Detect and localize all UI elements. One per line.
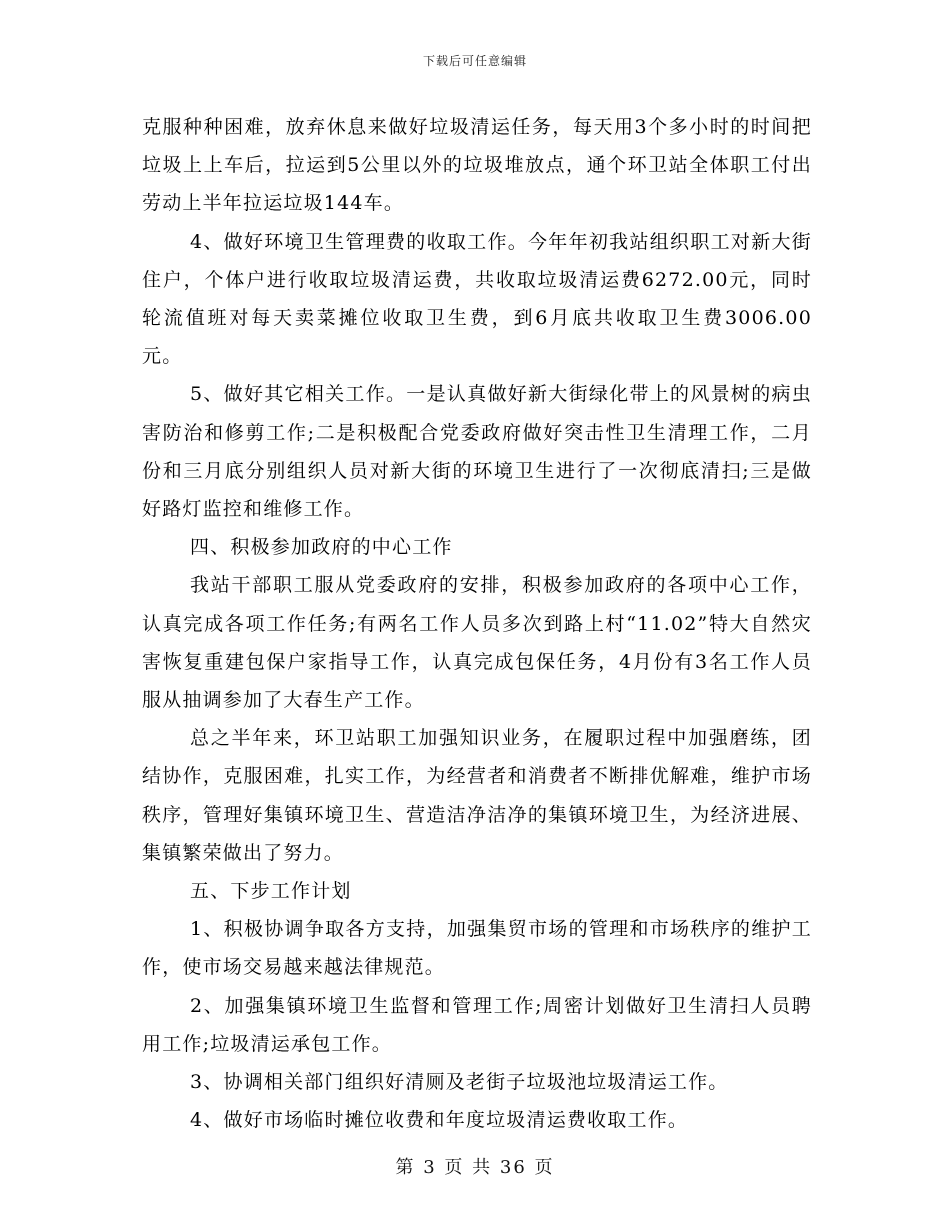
footer-suffix: 页 (534, 1157, 555, 1178)
footer-prefix: 第 (395, 1157, 416, 1178)
footer-page-number: 3 (423, 1157, 437, 1178)
paragraph-6: 总之半年来，环卫站职工加强知识业务，在履职过程中加强磨练，团结协作，克服困难，扎实工作，为经营者和消费者不断排优解难，维护市场秩序，管理好集镇环境卫生、营造洁净洁净的集镇环境卫生，为经济进展、集镇繁荣做出了努力。 (142, 727, 812, 864)
plan-item-1: 1、积极协调争取各方支持，加强集贸市场的管理和市场秩序的维护工作，使市场交易越来越法律规范。 (142, 918, 812, 979)
plan-item-4: 4、做好市场临时摊位收费和年度垃圾清运费收取工作。 (190, 1109, 689, 1132)
paragraph-1: 克服种种困难，放弃休息来做好垃圾清运任务，每天用3个多小时的时间把垃圾上上车后，拉运到5公里以外的垃圾堆放点，通个环卫站全体职工付出劳动上半年拉运垃圾144车。 (142, 116, 812, 215)
section-heading-4: 四、积极参加政府的中心工作 (190, 536, 453, 559)
footer-middle: 页 共 (444, 1157, 493, 1178)
plan-item-3: 3、协调相关部门组织好清厕及老街子垃圾池垃圾清运工作。 (190, 1071, 729, 1094)
paragraph-2: 4、做好环境卫生管理费的收取工作。今年年初我站组织职工对新大街住户，个体户进行收取垃圾清运费，共收取垃圾清运费6272.00元，同时轮流值班对每天卖菜摊位收取卫生费，到6月底共收取卫生费3006.00 元。 (142, 230, 812, 368)
header-note: 下载后可任意编辑 (422, 54, 527, 68)
plan-item-2: 2、加强集镇环境卫生监督和管理工作;周密计划做好卫生清扫人员聘用工作;垃圾清运承包工作。 (142, 994, 812, 1055)
document-body (142, 108, 812, 1139)
paragraph-5: 我站干部职工服从党委政府的安排，积极参加政府的各项中心工作，认真完成各项工作任务;有两名工作人员多次到路上村“11.02”特大自然灾害恢复重建包保户家指导工作，认真完成包保任务，4月份有3名工作人员服从抽调参加了大春生产工作。 (142, 574, 812, 712)
section-heading-5: 五、下步工作计划 (190, 880, 352, 903)
footer-total-pages: 36 (499, 1157, 527, 1178)
page-footer (0, 1153, 950, 1179)
paragraph-3: 5、做好其它相关工作。一是认真做好新大街绿化带上的风景树的病虫害防治和修剪工作;二是积极配合党委政府做好突击性卫生清理工作，二月份和三月底分别组织人员对新大街的环境卫生进行了一次彻底清扫;三是做好路灯监控和维修工作。 (142, 383, 812, 521)
